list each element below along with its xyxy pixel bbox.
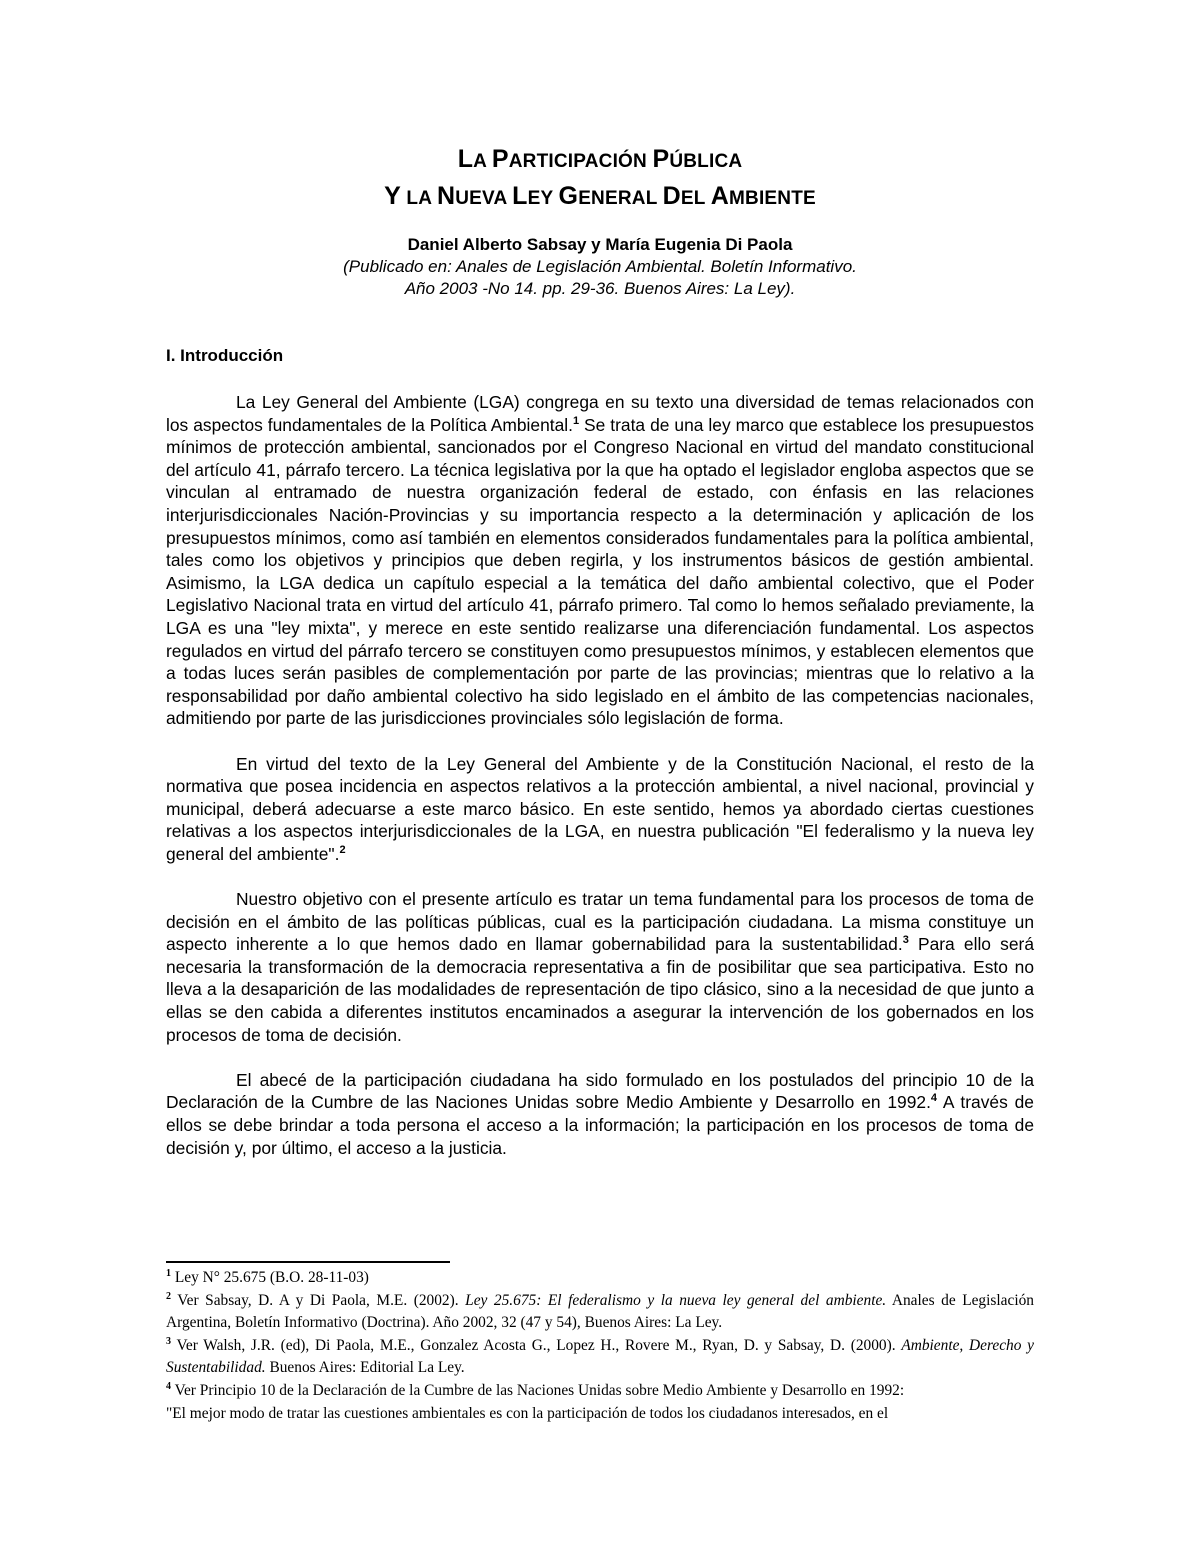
- title-line-2: Y LA NUEVA LEY GENERAL DEL AMBIENTE: [384, 182, 816, 210]
- footnotes: [166, 1267, 1034, 1425]
- footnote-3: $^3$ Ver Walsh, J.R. (ed), Di Paola, M.E., Gonzalez Acosta G., Lopez H., Rovere M., Ryan, D. y Sabsay, D. (2000). Ambiente, Derecho y Sustentabilidad. Buenos Aires: Editorial La Ley.: [166, 1335, 1034, 1377]
- body-text: [166, 391, 1034, 1182]
- publication-note-line-2: Año 2003 -No 14. pp. 29-36. Buenos Aires: La Ley).: [404, 279, 796, 298]
- paragraph-3: Nuestro objetivo con el presente artículo es tratar un tema fundamental para los procesos de toma de decisión en el ámbito de las políticas públicas, cual es la participación ciudadana. La misma constituye un aspecto inherente a lo que hemos dado en llamar gobernabilidad para la sustentabilidad.$^3$ Para ello será necesaria la transformación de la democracia representativa a fin de posibilitar que sea participativa. Esto no lleva a la desaparición de las modalidades de representación de tipo clásico, sino a la necesidad de que junto a ellas se den cabida a diferentes institutos encaminados a asegurar la intervención de los gobernados en los procesos de toma de decisión.: [166, 889, 1034, 1045]
- paragraph-1: La Ley General del Ambiente (LGA) congrega en su texto una diversidad de temas relacionados con los aspectos fundamentales de la Política Ambiental.$^1$ Se trata de una ley marco que establece los presupuestos mínimos de protección ambiental, sancionados por el Congreso Nacional en virtud del mandato constitucional del artículo 41, párrafo tercero. La técnica legislativa por la que ha optado el legislador engloba aspectos que se vinculan al entramado de nuestra organización federal de estado, con énfasis en las relaciones interjurisdiccionales Nación-Provincias y su importancia respecto a la determinación y aplicación de los presupuestos mínimos, como así también en elementos considerados fundamentales para la política ambiental, tales como los objetivos y principios que deben regirla, y los instrumentos básicos de gestión ambiental. Asimismo, la LGA dedica un capítulo especial a la temática del daño ambiental colectivo, que el Poder Legislativo Nacional trata en virtud del artículo 41, párrafo primero. Tal como lo hemos señalado previamente, la LGA es una "ley mixta", y merece en este sentido realizarse una diferenciación fundamental. Los aspectos regulados en virtud del párrafo tercero se constituyen como presupuestos mínimos, y establecen elementos que a todas luces serán pasibles de complementación por parte de las provincias; mientras que lo relativo a la responsabilidad por daño ambiental colectivo ha sido legislado en el ámbito de las competencias nacionales, admitiendo por parte de las jurisdicciones provinciales sólo legislación de forma.: [166, 392, 1034, 729]
- footnote-separator: [166, 1261, 450, 1263]
- paragraph-4: El abecé de la participación ciudadana ha sido formulado en los postulados del principio 10 de la Declaración de la Cumbre de las Naciones Unidas sobre Medio Ambiente y Desarrollo en 1992.$^4$ A través de ellos se debe brindar a toda persona el acceso a la información; la participación en los procesos de toma de decisión y, por último, el acceso a la justicia.: [166, 1069, 1034, 1158]
- title-line-1: LA PARTICIPACIÓN PÚBLICA: [457, 145, 743, 173]
- authors: Daniel Alberto Sabsay y María Eugenia Di Paola: [407, 235, 793, 254]
- footnote-1: $^1$ Ley N° 25.675 (B.O. 28-11-03): [166, 1267, 369, 1286]
- publication-note-line-1: (Publicado en: Anales de Legislación Ambiental. Boletín Informativo.: [343, 257, 857, 276]
- section-heading: I. Introducción: [166, 346, 284, 365]
- footnote-ref-2[interactable]: 2: [339, 844, 346, 857]
- footnote-2: $^2$ Ver Sabsay, D. A y Di Paola, M.E. (2002). Ley 25.675: El federalismo y la nueva ley general del ambiente. Anales de Legislación Argentina, Boletín Informativo (Doctrina). Año 2002, 32 (47 y 54), Buenos Aires: La Ley.: [166, 1290, 1034, 1332]
- footnote-4: $^4$ Ver Principio 10 de la Declaración de la Cumbre de las Naciones Unidas sobre Medio Ambiente y Desarrollo en 1992: "El mejor modo de tratar las cuestiones ambientales es con la participación de todos los ciudadanos interesados, en el: [166, 1380, 905, 1422]
- paragraph-2: En virtud del texto de la Ley General del Ambiente y de la Constitución Nacional, el resto de la normativa que posea incidencia en aspectos relativos a la protección ambiental, a nivel nacional, provincial y municipal, deberá adecuarse a este marco básico. En este sentido, hemos ya abordado ciertas cuestiones relativas a los aspectos interjurisdiccionales de la LGA, en nuestra publicación "El federalismo y la nueva ley general del ambiente".$^2$: [166, 753, 1034, 864]
- footnote-ref-1[interactable]: 1: [572, 414, 580, 427]
- footnote-ref-4[interactable]: 4: [930, 1092, 938, 1105]
- footnote-ref-3[interactable]: 3: [902, 934, 909, 947]
- document-title: [166, 142, 1034, 216]
- byline: [166, 234, 1034, 300]
